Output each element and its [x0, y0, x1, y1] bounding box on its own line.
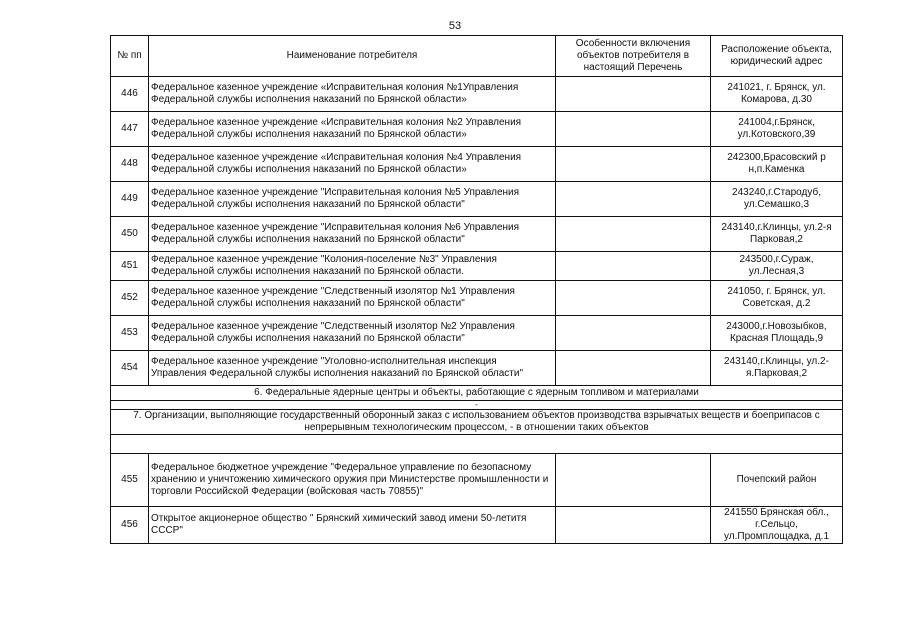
row-address: 243240,г.Стародуб, ул.Семашко,3	[711, 182, 843, 217]
table-row	[111, 507, 843, 544]
table-header-row	[111, 36, 843, 77]
header-features: Особенности включения объектов потребителя в настоящий Перечень	[556, 36, 711, 77]
row-num: 455	[111, 454, 149, 507]
row-features	[556, 112, 711, 147]
row-features	[556, 77, 711, 112]
row-name: Федеральное казенное учреждение "Исправительная колония №6 Управления Федеральной службы исполнения наказаний по Брянской области"	[149, 217, 556, 252]
row-address: Почепский район	[711, 454, 843, 507]
row-num: 449	[111, 182, 149, 217]
row-features	[556, 351, 711, 386]
row-name: Федеральное казенное учреждение «Исправительная колония №4 Управления Федеральной службы исполнения наказаний по Брянской области»	[149, 147, 556, 182]
section-7-row	[111, 410, 843, 435]
row-address: 243000,г.Новозыбков, Красная Площадь,9	[711, 316, 843, 351]
section-7-heading: 7. Организации, выполняющие государственный оборонный заказ с использованием объектов производства взрывчатых веществ и боеприпасов с непрерывным технологическим процессом, - в отношении таких объектов	[111, 410, 843, 435]
section-6-dash-row	[111, 401, 843, 410]
table-row	[111, 351, 843, 386]
row-name: Федеральное казенное учреждение "Следственный изолятор №2 Управления Федеральной службы исполнения наказаний по Брянской области"	[149, 316, 556, 351]
table-row	[111, 147, 843, 182]
row-address: 243140,г.Клинцы, ул.2-я.Парковая,2	[711, 351, 843, 386]
row-features	[556, 252, 711, 281]
section-6-heading: 6. Федеральные ядерные центры и объекты, работающие с ядерным топливом и материалами	[111, 386, 843, 401]
row-address: 241021, г. Брянск, ул. Комарова, д.30	[711, 77, 843, 112]
table-row	[111, 281, 843, 316]
row-features	[556, 281, 711, 316]
row-name: Федеральное казенное учреждение «Исправительная колония №2 Управления Федеральной службы исполнения наказаний по Брянской области»	[149, 112, 556, 147]
table-row	[111, 454, 843, 507]
row-name: Федеральное казенное учреждение "Уголовно-исполнительная инспекция Управления Федеральной службы исполнения наказаний по Брянской области"	[149, 351, 556, 386]
consumer-table	[110, 35, 843, 544]
header-address: Расположение объекта, юридический адрес	[711, 36, 843, 77]
section-6-row	[111, 386, 843, 401]
table-row	[111, 252, 843, 281]
row-features	[556, 454, 711, 507]
row-name: Открытое акционерное общество " Брянский химический завод имени 50-летитя СССР"	[149, 507, 556, 544]
row-name: Федеральное казенное учреждение «Исправительная колония №1Управления Федеральной службы исполнения наказаний по Брянской области»	[149, 77, 556, 112]
row-address: 241550 Брянская обл., г.Сельцо, ул.Промплощадка, д.1	[711, 507, 843, 544]
table-row	[111, 112, 843, 147]
row-address: 243140,г.Клинцы, ул.2-я Парковая,2	[711, 217, 843, 252]
row-address: 242300,Брасовский р н,п.Каменка	[711, 147, 843, 182]
table-row	[111, 217, 843, 252]
page-number: 53	[448, 20, 462, 32]
section-6-dash: -	[111, 401, 843, 410]
row-name: Федеральное казенное учреждение "Следственный изолятор №1 Управления Федеральной службы исполнения наказаний по Брянской области"	[149, 281, 556, 316]
row-name: Федеральное казенное учреждение "Исправительная колония №5 Управления Федеральной службы исполнения наказаний по Брянской области"	[149, 182, 556, 217]
row-address: 241004,г.Брянск, ул.Котовского,39	[711, 112, 843, 147]
row-num: 454	[111, 351, 149, 386]
row-features	[556, 507, 711, 544]
header-num: № пп	[111, 36, 149, 77]
row-num: 447	[111, 112, 149, 147]
row-features	[556, 217, 711, 252]
row-num: 451	[111, 252, 149, 281]
row-features	[556, 182, 711, 217]
row-num: 453	[111, 316, 149, 351]
row-name: Федеральное бюджетное учреждение "Федеральное управление по безопасному хранению и уничтожению химического оружия при Министерстве промышленности и торговли Российской Федерации (войсковая часть 70855)"	[149, 454, 556, 507]
empty-cell	[111, 435, 843, 454]
table-row	[111, 182, 843, 217]
table-row	[111, 316, 843, 351]
row-num: 448	[111, 147, 149, 182]
row-name: Федеральное казенное учреждение "Колония-поселение №3" Управления Федеральной службы исполнения наказаний по Брянской области.	[149, 252, 556, 281]
row-num: 450	[111, 217, 149, 252]
table-row	[111, 77, 843, 112]
row-address: 243500,г.Сураж, ул.Лесная,3	[711, 252, 843, 281]
row-features	[556, 316, 711, 351]
row-features	[556, 147, 711, 182]
header-name: Наименование потребителя	[149, 36, 556, 77]
row-num: 446	[111, 77, 149, 112]
row-num: 452	[111, 281, 149, 316]
section-7-gap-row	[111, 435, 843, 454]
row-num: 456	[111, 507, 149, 544]
row-address: 241050, г. Брянск, ул. Советская, д.2	[711, 281, 843, 316]
